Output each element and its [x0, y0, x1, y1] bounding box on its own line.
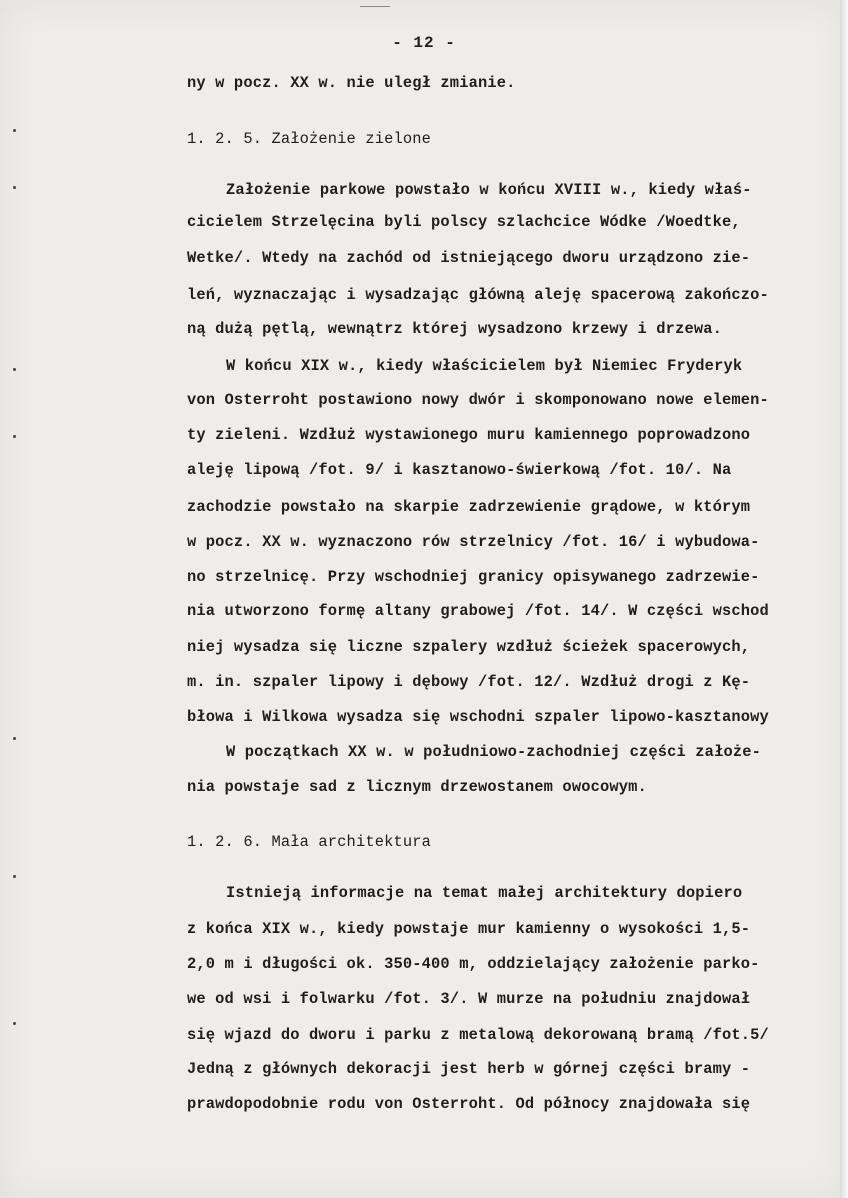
section-heading: 1. 2. 6. Mała architektura	[187, 833, 432, 851]
text-line: ny w pocz. XX w. nie uległ zmianie.	[187, 74, 516, 92]
scan-mark	[360, 6, 390, 7]
text-line: von Osterroht postawiono nowy dwór i skomponowano nowe elemen-	[187, 391, 769, 409]
text-line: błowa i Wilkowa wysadza się wschodni szpaler lipowo-kasztanowy	[187, 708, 769, 726]
margin-dot	[13, 737, 16, 740]
text-line: W końcu XIX w., kiedy właścicielem był Niemiec Fryderyk	[226, 357, 743, 375]
text-line: Jedną z głównych dekoracji jest herb w górnej części bramy -	[187, 1060, 751, 1078]
margin-dot	[13, 875, 16, 878]
page-edge	[840, 0, 848, 1198]
text-line: prawdopodobnie rodu von Osterroht. Od północy znajdowała się	[187, 1095, 751, 1113]
text-line: W początkach XX w. w południowo-zachodniej części założe-	[226, 743, 761, 761]
text-line: się wjazd do dworu i parku z metalową dekorowaną bramą /fot.5/	[187, 1026, 769, 1044]
text-line: ną dużą pętlą, wewnątrz której wysadzono krzewy i drzewa.	[187, 320, 722, 338]
page-number: - 12 -	[392, 34, 456, 52]
text-line: cicielem Strzelęcina byli polscy szlachcice Wódke /Woedtke,	[187, 213, 741, 231]
text-line: w pocz. XX w. wyznaczono rów strzelnicy /fot. 16/ i wybudowa-	[187, 533, 760, 551]
text-line: 2,0 m i długości ok. 350-400 m, oddzielający założenie parko-	[187, 955, 760, 973]
text-line: m. in. szpaler lipowy i dębowy /fot. 12/. Wzdłuż drogi z Kę-	[187, 673, 751, 691]
margin-dot	[13, 1022, 16, 1025]
text-line: aleję lipową /fot. 9/ i kasztanowo-świerkową /fot. 10/. Na	[187, 461, 732, 479]
text-line: no strzelnicę. Przy wschodniej granicy opisywanego zadrzewie-	[187, 568, 760, 586]
text-line: niej wysadza się liczne szpalery wzdłuż ścieżek spacerowych,	[187, 638, 751, 656]
margin-dot	[13, 129, 16, 132]
margin-dot	[13, 186, 16, 189]
margin-dot	[13, 435, 16, 438]
text-line: Założenie parkowe powstało w końcu XVIII w., kiedy właś-	[226, 181, 752, 199]
margin-dot	[13, 368, 16, 371]
text-line: leń, wyznaczając i wysadzając główną aleję spacerową zakończo-	[187, 286, 769, 304]
text-line: zachodzie powstało na skarpie zadrzewienie grądowe, w którym	[187, 498, 751, 516]
text-line: nia utworzono formę altany grabowej /fot. 14/. W części wschod	[187, 602, 769, 620]
text-line: we od wsi i folwarku /fot. 3/. W murze na południu znajdował	[187, 990, 751, 1008]
text-line: Istnieją informacje na temat małej architektury dopiero	[226, 884, 743, 902]
text-line: nia powstaje sad z licznym drzewostanem owocowym.	[187, 778, 647, 796]
text-line: Wetke/. Wtedy na zachód od istniejącego dworu urządzono zie-	[187, 249, 751, 267]
text-line: ty zieleni. Wzdłuż wystawionego muru kamiennego poprowadzono	[187, 426, 751, 444]
section-heading: 1. 2. 5. Założenie zielone	[187, 130, 432, 148]
text-line: z końca XIX w., kiedy powstaje mur kamienny o wysokości 1,5-	[187, 920, 751, 938]
